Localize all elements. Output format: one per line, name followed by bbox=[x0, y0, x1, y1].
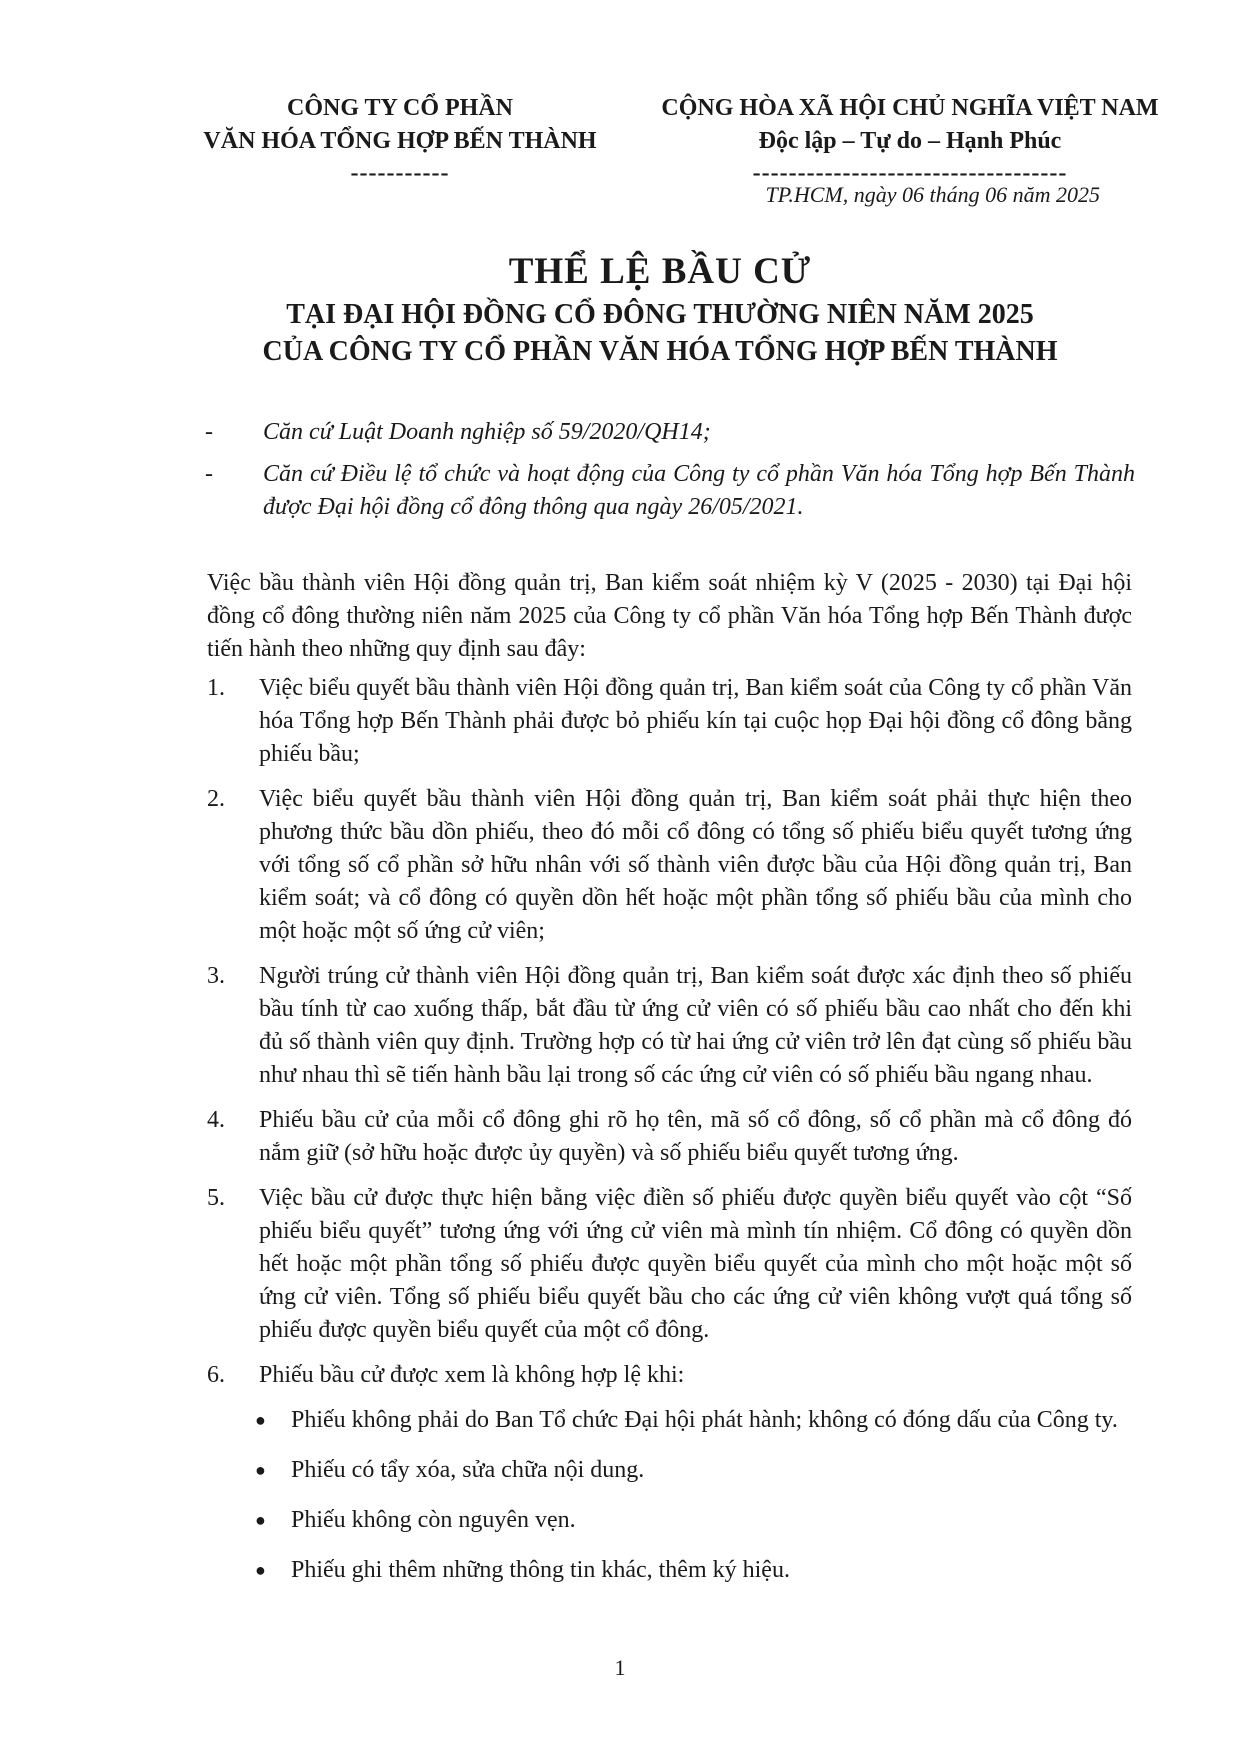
invalid-ballot-text: Phiếu không còn nguyên vẹn. bbox=[291, 1507, 576, 1533]
document-date: TP.HCM, ngày 06 tháng 06 năm 2025 bbox=[765, 182, 1100, 207]
legal-basis-item bbox=[205, 458, 1135, 524]
company-name-line2: VĂN HÓA TỔNG HỢP BẾN THÀNH bbox=[203, 128, 597, 154]
company-name-line1: CÔNG TY CỔ PHẦN bbox=[286, 95, 513, 121]
legal-bases bbox=[205, 416, 1135, 533]
bullet-icon: ● bbox=[255, 1560, 266, 1580]
rule-text: Việc biểu quyết bầu thành viên Hội đồng quản trị, Ban kiểm soát của Công ty cổ phần Văn hóa Tổng hợp Bến Thành phải được bỏ phiếu kín tại cuộc họp Đại hội đồng cổ đông bằng phiếu bầu; bbox=[259, 675, 1132, 767]
invalid-ballot-list bbox=[255, 1404, 1132, 1587]
title-subtitle-line1: TẠI ĐẠI HỘI ĐỒNG CỔ ĐÔNG THƯỜNG NIÊN NĂM 2025 bbox=[286, 299, 1034, 330]
rule-item bbox=[207, 1104, 1132, 1170]
intro-paragraph: Việc bầu thành viên Hội đồng quản trị, Ban kiểm soát nhiệm kỳ V (2025 - 2030) tại Đại hội đồng cổ đông thường niên năm 2025 của Công ty cổ phần Văn hóa Tổng hợp Bến Thành được tiến hành theo những quy định sau đây: bbox=[207, 570, 1132, 662]
document-title bbox=[120, 248, 1200, 370]
invalid-ballot-text: Phiếu ghi thêm những thông tin khác, thêm ký hiệu. bbox=[291, 1557, 790, 1583]
legal-basis-dash: - bbox=[205, 461, 213, 487]
bullet-icon: ● bbox=[255, 1460, 266, 1480]
invalid-ballot-text: Phiếu không phải do Ban Tổ chức Đại hội phát hành; không có đóng dấu của Công ty. bbox=[291, 1407, 1118, 1433]
rule-text: Phiếu bầu cử được xem là không hợp lệ khi: bbox=[259, 1362, 685, 1388]
invalid-ballot-item bbox=[255, 1454, 1132, 1487]
invalid-ballot-item bbox=[255, 1554, 1132, 1587]
invalid-ballot-text: Phiếu có tẩy xóa, sửa chữa nội dung. bbox=[291, 1457, 645, 1483]
rule-number: 1. bbox=[207, 675, 225, 701]
rule-item bbox=[207, 960, 1132, 1092]
rule-item bbox=[207, 783, 1132, 948]
rule-number: 3. bbox=[207, 963, 225, 989]
rule-text: Người trúng cử thành viên Hội đồng quản trị, Ban kiểm soát được xác định theo số phiếu bầu tính từ cao xuống thấp, bắt đầu từ ứng cử viên có số phiếu bầu cao nhất cho đến khi đủ số thành viên quy định. Trường hợp có từ hai ứng cử viên trở lên đạt cùng số phiếu bầu như nhau thì sẽ tiến hành bầu lại trong số các ứng cử viên có số phiếu bầu ngang nhau. bbox=[259, 963, 1132, 1088]
legal-basis-item bbox=[205, 416, 1135, 449]
legal-basis-text: Căn cứ Luật Doanh nghiệp số 59/2020/QH14; bbox=[263, 419, 711, 445]
rule-item bbox=[207, 1359, 1132, 1392]
company-header bbox=[180, 92, 620, 188]
invalid-ballot-item bbox=[255, 1504, 1132, 1537]
title-subtitle-line2: CỦA CÔNG TY CỔ PHẦN VĂN HÓA TỔNG HỢP BẾN THÀNH bbox=[262, 336, 1058, 367]
rule-item bbox=[207, 672, 1132, 771]
national-name: CỘNG HÒA XÃ HỘI CHỦ NGHĨA VIỆT NAM bbox=[661, 95, 1159, 121]
rule-item bbox=[207, 1182, 1132, 1347]
national-motto: Độc lập – Tự do – Hạnh Phúc bbox=[758, 128, 1062, 154]
page-number: 1 bbox=[614, 1655, 626, 1680]
invalid-ballot-item bbox=[255, 1404, 1132, 1437]
legal-basis-dash: - bbox=[205, 419, 213, 445]
rule-number: 2. bbox=[207, 786, 225, 812]
rule-text: Việc bầu cử được thực hiện bằng việc điền số phiếu được quyền biểu quyết vào cột “Số phiếu biểu quyết” tương ứng với ứng cử viên mà mình tín nhiệm. Cổ đông có quyền dồn hết hoặc một phần tổng số phiếu được quyền biểu quyết của mình cho một hoặc một số ứng cử viên. Tổng số phiếu biểu quyết bầu cho các ứng cử viên không vượt quá tổng số phiếu được quyền biểu quyết của một cổ đông. bbox=[259, 1185, 1132, 1343]
document-body bbox=[207, 567, 1132, 1604]
national-header bbox=[640, 92, 1180, 188]
rule-text: Phiếu bầu cử của mỗi cổ đông ghi rõ họ tên, mã số cổ đông, số cổ phần mà cổ đông đó nắm giữ (sở hữu hoặc được ủy quyền) và số phiếu biểu quyết tương ứng. bbox=[259, 1107, 1132, 1166]
bullet-icon: ● bbox=[255, 1510, 266, 1530]
rule-number: 6. bbox=[207, 1362, 225, 1388]
bullet-icon: ● bbox=[255, 1410, 266, 1430]
title-main: THỂ LỆ BẦU CỬ bbox=[508, 251, 812, 292]
rule-text: Việc biểu quyết bầu thành viên Hội đồng quản trị, Ban kiểm soát phải thực hiện theo phương thức bầu dồn phiếu, theo đó mỗi cổ đông có tổng số phiếu biểu quyết tương ứng với tổng số cổ phần sở hữu nhân với số thành viên được bầu của Hội đồng quản trị, Ban kiểm soát; và cổ đông có quyền dồn hết hoặc một phần tổng số phiếu bầu của mình cho một hoặc một số ứng cử viên; bbox=[259, 786, 1132, 944]
company-header-divider: ----------- bbox=[350, 160, 450, 186]
national-header-divider: ----------------------------------- bbox=[752, 160, 1068, 186]
rule-number: 4. bbox=[207, 1107, 225, 1133]
rule-number: 5. bbox=[207, 1185, 225, 1211]
legal-basis-text: Căn cứ Điều lệ tổ chức và hoạt động của Công ty cổ phần Văn hóa Tổng hợp Bến Thành được Đại hội đồng cổ đông thông qua ngày 26/05/2021. bbox=[263, 461, 1135, 520]
